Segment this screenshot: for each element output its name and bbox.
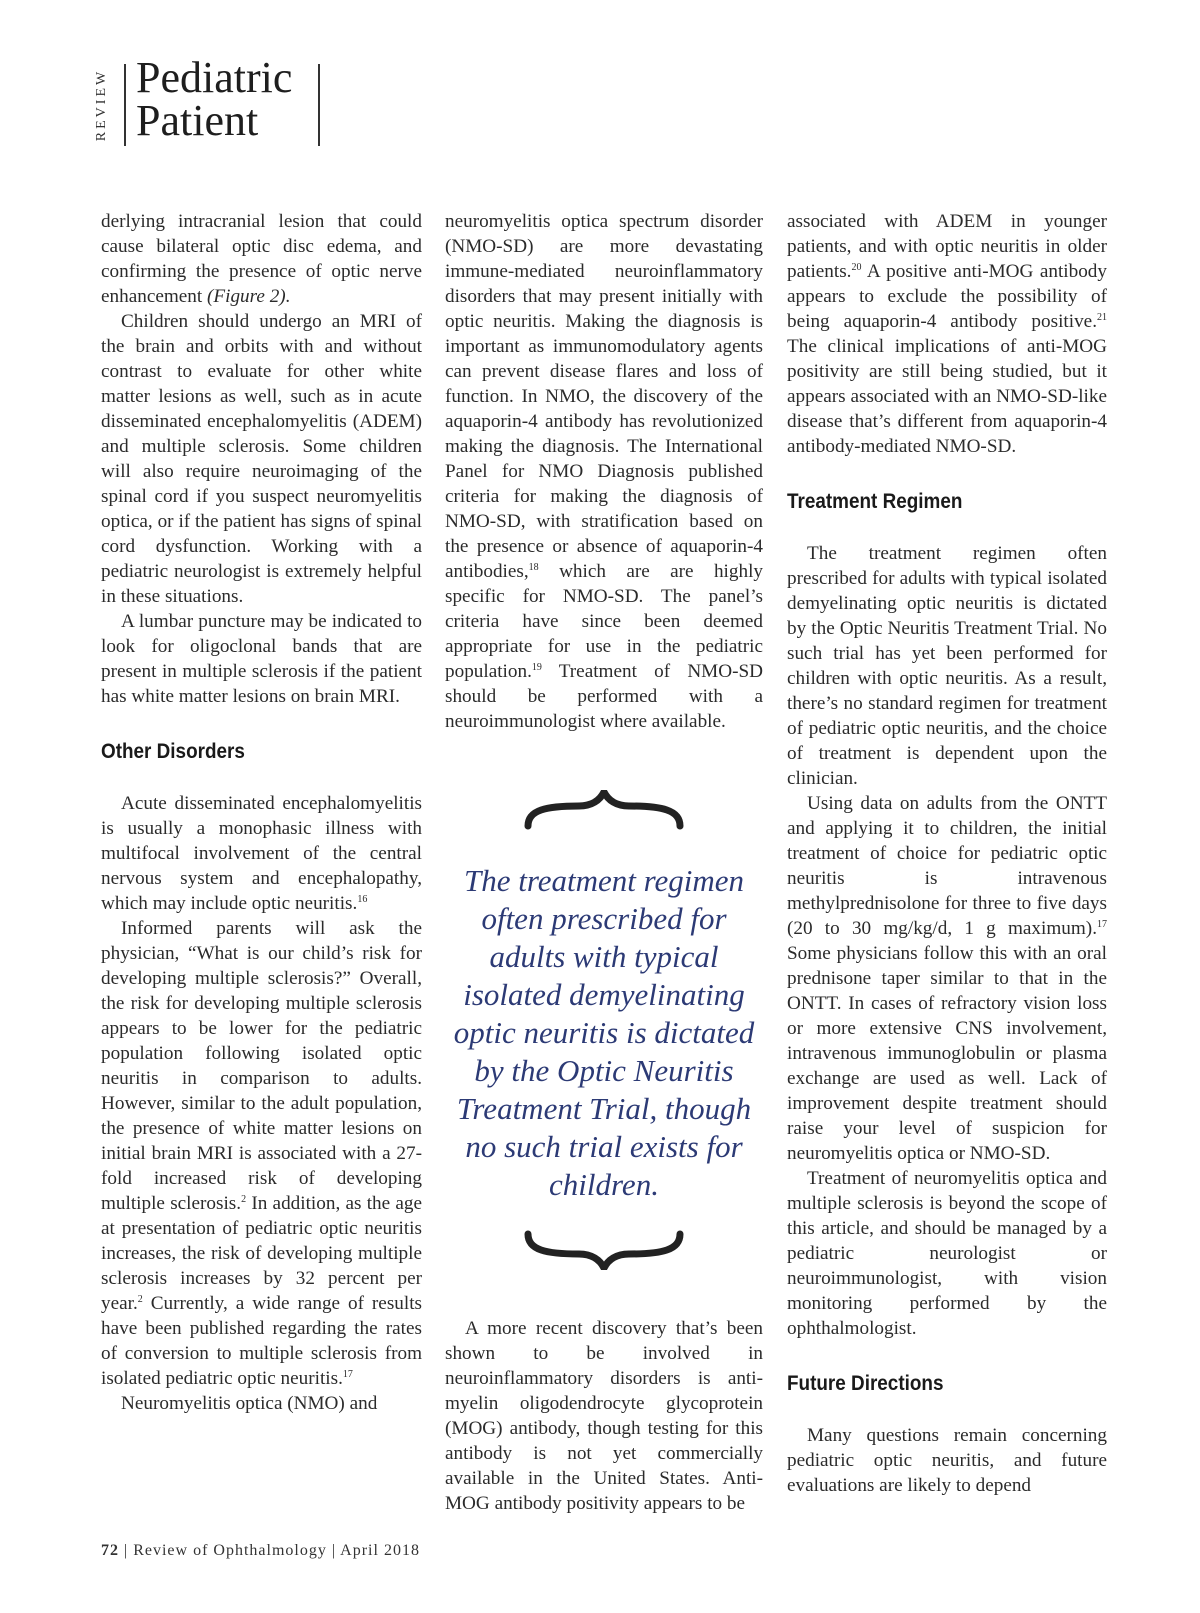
issue-date: April 2018 [340, 1542, 420, 1559]
section-label [86, 64, 118, 146]
page-footer [101, 1542, 420, 1560]
column-3 [787, 209, 1107, 1498]
col1-paragraph-3: A lumbar puncture may be indicated to look for oligoclonal bands that are present in multiple sclerosis if the patient has white matter lesions on brain MRI. [101, 611, 422, 707]
citation: 2 [137, 1294, 143, 1305]
citation: 19 [531, 662, 542, 673]
citation: 2 [241, 1194, 247, 1205]
col2-p1a-text: neuromyelitis optica spectrum disorder (NMO-SD) are more devastating immune-mediated neuroinflammatory disorders that may present initially with optic neuritis. Making the diagnosis is important as immunomodulatory agents can prevent disease flares and loss of function. In NMO, the discovery of the aquaporin-4 antibody has revolutionized making the diagnosis. The International Panel for NMO Diagnosis published criteria for making the diagnosis of NMO-SD, with stratification based on the presence or absence of aquaporin-4 antibodies, [445, 211, 763, 582]
pull-quote [440, 790, 768, 1310]
col3-paragraph-4: Treatment of neuromyelitis optica and multiple sclerosis is beyond the scope of this article, and should be managed by a pediatric neurologist or neuroimmunologist, with vision monitoring performed by the ophthalmologist. [787, 1168, 1107, 1339]
department-title-line1: Pediatric [136, 53, 293, 102]
col3-p1b-text: A positive anti-MOG antibody appears to exclude the possibility of being aquaporin-4 antibody positive. [787, 261, 1107, 332]
col3-p1c-text: The clinical implications of anti-MOG positivity are still being studied, but it appears associated with an NMO-SD-like disease that’s different from aquaporin-4 antibody-mediated NMO-SD. [787, 336, 1107, 457]
citation: 18 [528, 562, 539, 573]
col1-paragraph-2: Children should undergo an MRI of the brain and orbits with and without contrast to evaluate for other white matter lesions as well, such as in acute disseminated encephalomyelitis (ADEM) and multiple sclerosis. Some children will also require neuroimaging of the spinal cord if you suspect neuromyelitis optica, or if the patient has signs of spinal cord dysfunction. Working with a pediatric neurologist is extremely helpful in these situations. [101, 311, 422, 607]
col1-paragraph-1 [101, 209, 422, 309]
col3-paragraph-3 [787, 791, 1107, 1166]
col1-paragraph-6: Neuromyelitis optica (NMO) and [121, 1393, 378, 1414]
footer-separator: | [124, 1542, 129, 1559]
publication-name: Review of Ophthalmology [133, 1542, 327, 1559]
section-label-text: REVIEW [94, 68, 109, 142]
brace-close-icon [440, 1230, 768, 1270]
footer-separator: | [331, 1542, 337, 1559]
col1-p5b-text: In addition, as the age at presentation of pediatric optic neuritis increases, the risk of developing multiple sclerosis increases by 32 percent per year. [101, 1193, 423, 1314]
col3-paragraph-5: Many questions remain concerning pediatric optic neuritis, and future evaluations are likely to depend [787, 1425, 1107, 1496]
column-2-lower [445, 1316, 763, 1516]
col1-p1-text: derlying intracranial lesion that could cause bilateral optic disc edema, and confirming the presence of optic nerve enhancement [101, 211, 422, 307]
heading-future-directions: Future Directions [787, 1372, 944, 1395]
col1-p5c-text: Currently, a wide range of results have been published regarding the rates of conversion to multiple sclerosis from isolated pediatric optic neuritis. [101, 1293, 423, 1389]
header-divider-right [318, 64, 320, 146]
col3-p3a-text: Using data on adults from the ONTT and applying it to children, the initial treatment of choice for pediatric optic neuritis is intravenous methylprednisolone for three to five days (20 to 30 mg/kg/d, 1 g maximum). [787, 793, 1107, 939]
column-1 [101, 209, 422, 1416]
col2-paragraph-1 [445, 209, 763, 734]
col3-p1a-text: associated with ADEM in younger patients, and with optic neuritis in older patients. [787, 211, 1107, 282]
col3-p3b-text: Some physicians follow this with an oral prednisone taper similar to that in the ONTT. In cases of refractory vision loss or more extensive CNS involvement, intravenous immunoglobulin or plasma exchange are used as well. Lack of improvement despite treatment should raise your level of suspicion for neuromyelitis optica or NMO-SD. [787, 943, 1107, 1164]
pull-quote-text: The treatment regimen often prescribed for adults with typical isolated demyelinating optic neuritis is dictated by the Optic Neuritis Treatment Trial, though no such trial exists for children. [453, 863, 755, 1202]
col1-paragraph-4 [101, 791, 422, 916]
col2-p1b-text: which are are highly specific for NMO-SD. The panel’s criteria have since been deemed appropriate for use in the pediatric population. [445, 561, 763, 682]
page-number: 72 [101, 1542, 119, 1559]
col1-p4-text: Acute disseminated encephalomyelitis is usually a monophasic illness with multifocal involvement of the central nervous system and encephalopathy, which may include optic neuritis. [101, 793, 422, 914]
heading-other-disorders: Other Disorders [101, 740, 245, 763]
header-divider-left [124, 64, 126, 146]
citation: 17 [1097, 919, 1107, 930]
brace-open-icon [440, 790, 768, 830]
col3-paragraph-1 [787, 209, 1107, 459]
col3-paragraph-2: The treatment regimen often prescribed for adults with typical isolated demyelinating optic neuritis is dictated by the Optic Neuritis Treatment Trial. No such trial has yet been performed for children with optic neuritis. As a result, there’s no standard regimen for treatment of pediatric optic neuritis, and the choice of treatment is dependent upon the clinician. [787, 543, 1107, 789]
department-title-line2: Patient [136, 96, 259, 145]
col2-p1c-text: Treatment of NMO-SD should be performed with a neuroimmunologist where available. [445, 661, 764, 732]
col2-paragraph-2: A more recent discovery that’s been shown to be involved in neuroinflammatory disorders is anti-myelin oligodendrocyte glycoprotein (MOG) antibody, though testing for this antibody is not yet commercially available in the United States. Anti-MOG antibody positivity appears to be [445, 1318, 763, 1514]
citation: 21 [1097, 312, 1107, 323]
citation: 16 [357, 894, 368, 905]
col1-paragraph-5 [101, 916, 422, 1391]
citation: 17 [342, 1369, 353, 1380]
heading-treatment-regimen: Treatment Regimen [787, 490, 963, 513]
citation: 20 [851, 262, 862, 273]
col1-p5-text: Informed parents will ask the physician, “What is our child’s risk for developing multiple sclerosis?” Overall, the risk for developing multiple sclerosis appears to be lower for the pediatric population following isolated optic neuritis in comparison to adults. However, similar to the adult population, the presence of white matter lesions on initial brain MRI is associated with a 27-fold increased risk of developing multiple sclerosis. [101, 918, 422, 1214]
column-2 [445, 209, 763, 734]
figure-reference: (Figure 2). [207, 286, 291, 307]
department-title [136, 53, 293, 145]
